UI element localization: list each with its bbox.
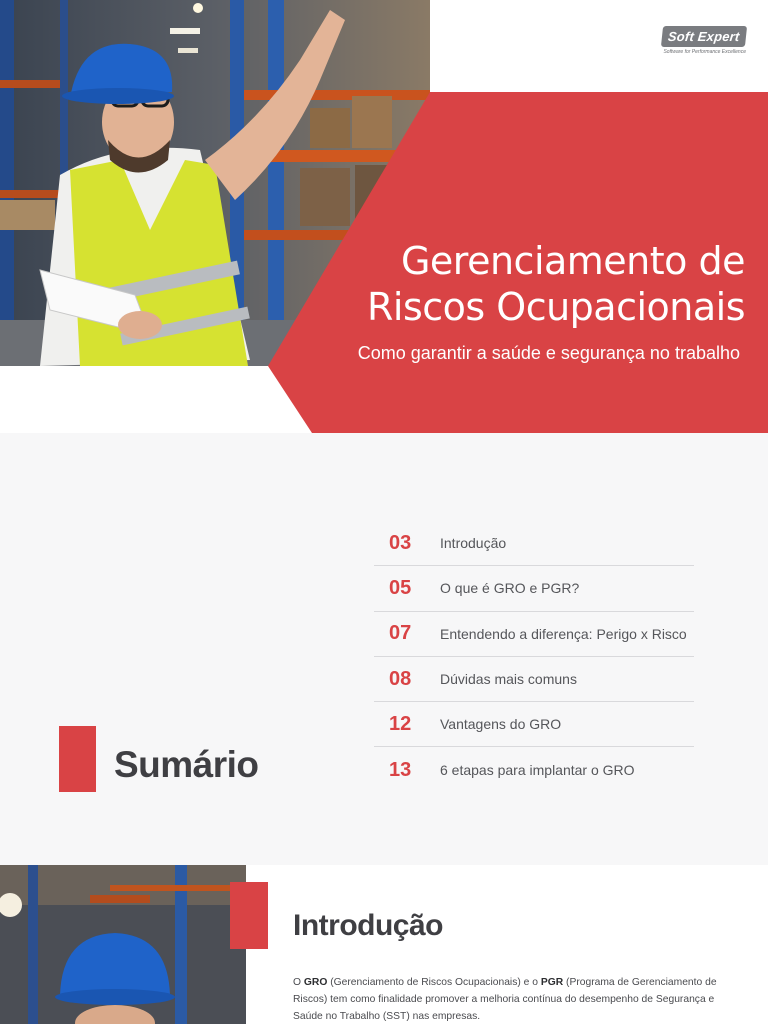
toc-item-etapas[interactable] — [374, 747, 694, 792]
cover-subtitle: Como garantir a saúde e segurança no trabalho — [357, 343, 740, 363]
intro-text-part: (Programa de Gerenciamento de Riscos) tem como finalidade promover a melhoria contínua do desempenho de Segurança e Saúde no Trabalho (SST) nas empresas. — [293, 977, 717, 1022]
cover-title-line1: Gerenciamento de — [400, 239, 745, 283]
cover-page — [0, 0, 768, 433]
cover-title-line2: Riscos Ocupacionais — [367, 285, 745, 329]
toc-label: Dúvidas mais comuns — [440, 671, 577, 688]
toc-label: O que é GRO e PGR? — [440, 580, 580, 597]
intro-accent-bar — [230, 882, 268, 949]
toc-page-number: 13 — [389, 758, 412, 781]
summary-section — [0, 433, 768, 865]
toc-page-number: 03 — [389, 531, 412, 554]
table-of-contents — [374, 521, 694, 793]
summary-accent-bar — [59, 726, 96, 792]
intro-paragraph — [293, 974, 733, 1024]
toc-item-introducao[interactable] — [374, 521, 694, 566]
toc-label: Vantagens do GRO — [440, 716, 562, 733]
intro-text-part: (Gerenciamento de Riscos Ocupacionais) e o — [327, 977, 541, 988]
intro-section — [0, 865, 768, 1024]
toc-label: 6 etapas para implantar o GRO — [440, 762, 635, 779]
cover-red-banner — [0, 0, 768, 433]
toc-page-number: 12 — [389, 712, 412, 735]
intro-title: Introdução — [293, 909, 443, 942]
toc-label: Introdução — [440, 535, 507, 552]
logo-mark: Soft Expert — [661, 26, 747, 47]
logo-tagline: Software for Performance Excellence — [663, 49, 746, 55]
toc-page-number: 08 — [389, 667, 412, 690]
intro-term-pgr: PGR — [540, 977, 564, 988]
softexpert-logo — [642, 26, 746, 55]
intro-term-gro: GRO — [303, 977, 328, 988]
cover-title — [305, 238, 745, 330]
toc-label: Entendendo a diferença: Perigo x Risco — [440, 625, 687, 642]
intro-worker-photo — [0, 865, 246, 1024]
toc-item-gro-pgr[interactable] — [374, 566, 694, 611]
toc-page-number: 07 — [389, 622, 412, 645]
toc-page-number: 05 — [389, 576, 412, 599]
intro-text-part: O — [293, 977, 304, 988]
toc-item-perigo-risco[interactable] — [374, 612, 694, 657]
toc-item-duvidas[interactable] — [374, 657, 694, 702]
toc-item-vantagens[interactable] — [374, 702, 694, 747]
summary-title: Sumário — [114, 744, 259, 785]
